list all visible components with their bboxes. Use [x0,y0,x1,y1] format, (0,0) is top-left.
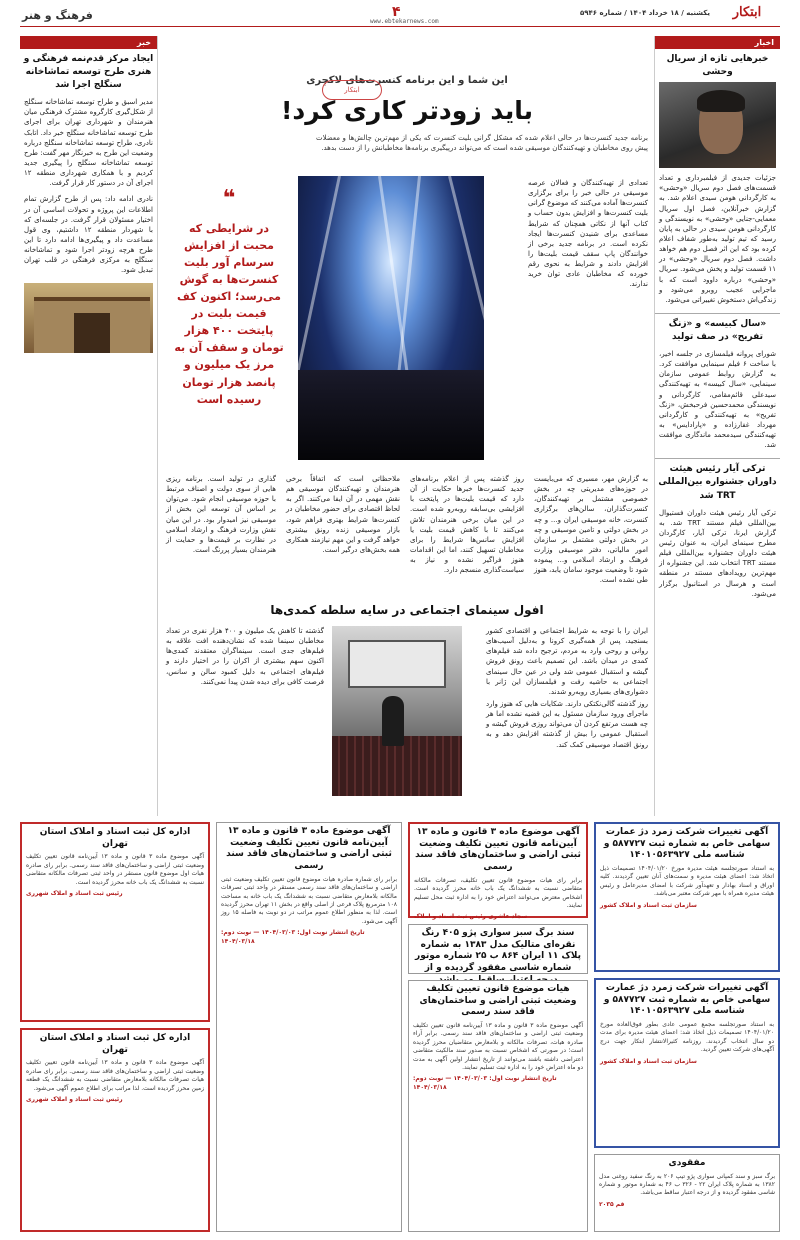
page-number: ۴ [392,4,401,20]
story-col-3: روز گذشته پس از اعلام برنامه‌های جدید کنسرت‌ها خبرها حکایت از آن دارد که قیمت بلیت‌ها در پایتخت با افزایشی بی‌سابقه روبه‌رو شده است. در این میان برخی هنرمندان تلاش می‌کنند تا با کاهش قیمت بلیت یا افزایش سانس‌ها شرایط را برای مخاطبان تسهیل کنند، اما این اقدامات هنوز فراگیر نشده و نیاز به سیاست‌گذاری منسجم دارد. [410,475,524,575]
ad-registry-board[interactable]: هیات موضوع قانون تعیین تکلیف وضعیت ثبتی اراضی و ساختمان‌های فاقد سند رسمی آگهی موضوع ماده ۳ قانون و ماده ۱۳ آیین‌نامه قانون تعیین تکلیف وضعیت ثبتی اراضی و ساختمان‌های فاقد سند رسمی. برابر آراء صادره هیات، تصرفات مالکانه و بلامعارض متقاضیان محرز گردیده است؛ در صورتی که اشخاص نسبت به صدور سند مالکیت متقاضی اعتراضی داشته باشند می‌توانند از تاریخ انتشار اولین آگهی به مدت دو ماه اعتراض خود را به اداره ثبت تسلیم نمایند. تاریخ انتشار نوبت اول: ۱۴۰۴/۰۳/۰۳ — نوبت دوم: ۱۴۰۴/۰۳/۱۸ [408,980,588,1232]
theater-building-photo [24,283,153,353]
story-col-2: به گزارش مهر، مسیری که می‌بایست در حوزه‌های مدیریتی چه در بخش خصوصی مشتمل بر تهیه‌کنندگان، کنسرت‌گذاران، سالن‌های برگزاری کنسرت، خانه موسیقی ایران و... و چه در بخش دولتی و تامین موسیقی و چه در بخش دولتی مشتمل بر سازمان امور مالیاتی، دفتر موسیقی وزارت فرهنگ و ارشاد اسلامی و... پیموده شود تا وضعیت موجود سامان یابد، هنوز طی نشده است. [534,475,648,585]
newspaper-logo: ابتکار [732,5,762,20]
portrait-hair [697,90,745,112]
header-divider [20,26,780,27]
quote-icon: ❝ [222,186,236,211]
story-title-kabise[interactable]: «سال کبیسه» و «زنگ تفریح» در صف تولید [668,318,767,342]
story-col-4: ملاحظاتی است که اتفاقاً برخی هنرمندان و تهیه‌کنندگان موسیقی هم نقش مهمی در آن ایفا می‌کنند. اگر به لحاظ اقتصادی برای حضور مخاطبان در کنسرت‌ها شرایط بهتری فراهم شود، بازار موسیقی زنده رونق بیشتری خواهد گرفت و این مهم نیازمند همکاری همه بخش‌های درگیر است. [286,475,400,554]
person-figure [382,696,404,746]
ad-land-registry-long[interactable]: آگهی موضوع ماده ۳ قانون و ماده ۱۳ آیین‌نامه قانون تعیین تکلیف وضعیت ثبتی اراضی و ساختمان‌های فاقد سند رسمی برابر رای شماره صادره هیات موضوع قانون تعیین تکلیف وضعیت ثبتی اراضی و ساختمان‌های فاقد سند رسمی مستقر در واحد ثبتی تصرفات مالکانه بلامعارض متقاضی نسبت به ششدانگ یک باب خانه به مساحت ۱۰۸ مترمربع پلاک فرعی از اصلی واقع در بخش ۱۱ تهران محرز گردیده است. لذا به منظور اطلاع عموم مراتب در دو نوبت به فاصله ۱۵ روز آگهی می‌شود. تاریخ انتشار نوبت اول: ۱۴۰۴/۰۳/۰۳ — نوبت دوم: ۱۴۰۴/۰۳/۱۸ [216,822,402,1232]
logo-ornament: ابتکار [322,80,382,100]
light-beam [448,176,499,371]
story-body-vahshi: جزئیات جدیدی از فیلمبرداری و تعداد قسمت‌های فصل دوم سریال «وحشی» به کارگردانی هومن سیدی اعلام شد. به گزارش خبرآنلاین، فصل اول سریال معمایی-جنایی «وحشی» به نویسندگی و کارگردانی هومن سیدی در حالی به پایان رسید که تیم تولید به‌طور شفاف اعلام کرده بود که این اثر فصل دوم هم خواهد داشت. فصل دوم سریال «وحشی» در ۱۱ قسمت تولید و پخش می‌شود. سریال «وحشی» درباره داوود است که با ماجرایی عجیب روبرو می‌شود و زندگی‌اش دستخوش تغییراتی می‌شود. [659,174,776,304]
building-door [74,313,110,353]
ads-section [20,822,780,1232]
divider [655,458,780,459]
ad-tehran-registry-2[interactable]: اداره کل ثبت اسناد و املاک استان تهران آگهی موضوع ماده ۳ قانون و ماده ۱۳ آیین‌نامه قانون تعیین تکلیف وضعیت ثبتی اراضی و ساختمان‌های فاقد سند رسمی. برابر رای صادره هیات تصرفات مالکانه بلامعارض متقاضی نسبت به ششدانگ یک قطعه زمین محرز گردیده است. لذا مراتب برای اطلاع عموم آگهی می‌شود. رئیس ثبت اسناد و املاک شهرری [20,1028,210,1232]
cinema-screen [348,640,446,688]
news-column-left [20,36,158,816]
main-story [162,36,652,816]
sangelaj-body-1: مدیر اسبق و طراح توسعه تماشاخانه سنگلج از شکل‌گیری کارگروه مشترک فرهنگی میان هنرمندان و شهرداری تهران برای اجرای طرح توسعه تماشاخانه سنگلج خبر داد. اتابک نادری، طراح توسعه تماشاخانه سنگلج درباره وضعیت این طرح به خبرنگار مهر گفت: طرح توسعه تماشاخانه سنگلج را پیگیری جدید کردیم و با همکاری شهرداری منطقه ۱۲ اجرای آن در دستور کار قرار گرفت. [24,98,153,188]
ad-lost-car[interactable]: مفقودی برگ سبز و سند کمپانی سواری پژو تیپ ۲۰۶ به رنگ سفید روغنی مدل ۱۳۸۲ به شماره پلاک ایران ۲۲ - ۳۲۶ ب ۴۶ به شماره موتور و شماره شاسی مفقود گردیده و از درجه اعتبار ساقط می‌باشد. قم ۲۰۳۵ [594,1154,780,1232]
story-title-vahshi[interactable]: خبرهایی تازه از سریال وحشی [666,54,769,78]
ad-tehran-registry-1[interactable]: اداره کل ثبت اسناد و املاک استان تهران آگهی موضوع ماده ۳ قانون و ماده ۱۳ آیین‌نامه قانون تعیین تکلیف وضعیت ثبتی اراضی و ساختمان‌های فاقد سند رسمی. برابر رای صادره هیات اول موضوع قانون مستقر در واحد ثبتی تصرفات مالکانه متقاضی نسبت به ششدانگ یک باب خانه محرز گردیده است. رئیس ثبت اسناد و املاک شهرری [20,822,210,1022]
news-column-right [654,36,780,816]
ad-lost-peugeot[interactable]: سند برگ سبز سواری پژو ۴۰۵ رنگ نقره‌ای متالیک مدل ۱۳۸۳ به شماره پلاک ۱۱ ایران ۸۶۴ ب ۲۵ شماره موتور شماره شاسی مفقود گردیده و از [408,924,588,974]
story-body-trt: ترکی آیار رئیس هیئت داوران فستیوال بین‌المللی فیلم مستند TRT شد. به گزارش ایرنا، ترکی آیار، کارگردان مطرح سینمای ایران، به عنوان رئیس هیئت داوران جشنواره بین‌المللی فیلم مستند TRT انتخاب شد. این جشنواره از مهم‌ترین رویدادهای مستند در منطقه است و هرسال در استانبول برگزار می‌شود. [659,508,776,598]
light-beam [397,176,421,375]
concert-crowd [298,370,484,460]
cinema-col-2: گذشته تا کاهش یک میلیون و ۴۰۰ هزار نفری در تعداد مخاطبان سینما شده که نشان‌دهنده افت علاقه به فیلم‌های جدی است. سینماگران معتقدند کمدی‌ها اکنون سهم بیشتری از اکران را در اختیار دارند و فیلم‌های اجتماعی به دلیل کمبود سالن و سانس، فرصت کافی برای دیده شدن پیدا نمی‌کنند. [166,627,324,686]
cinema-hall-photo [332,626,462,796]
cinema-headline[interactable]: افول سینمای اجتماعی در سایه سلطه کمدی‌ها [270,603,544,617]
story-body-kabise: شورای پروانه فیلمسازی در جلسه اخیر، با ساخت ۶ فیلم سینمایی موافقت کرد. به گزارش روابط عمومی سازمان سینمایی، «سال کبیسه» به تهیه‌کنندگی سیدعلی قائم‌مقامی، کارگردانی و نویسندگی محمدحسین فرحبخش، «زنگ تفریح» به تهیه‌کنندگی و کارگردانی مهرداد غفارزاده و «پارادایس» به تهیه‌کنندگی سیدمحمد ماندگاری موافقت شد. [659,350,776,450]
light-beam [378,176,409,374]
khabar-bar: خبر [20,36,157,49]
story-kicker: این شما و این برنامه کنسرت‌های لاکچری [306,75,508,86]
site-url[interactable]: www.ebtekarnews.com [370,18,439,25]
story-lead: برنامه جدید کنسرت‌ها در حالی اعلام شده که مشکل گرانی بلیت کنسرت که یکی از مهم‌ترین چالش‌ها و معضلات پیش روی مخاطبان و تهیه‌کنندگان موسیقی شده است که می‌تواند درپیگیری برنامه‌ها مخاطبانش را از دست بدهد. [316,133,648,152]
cinema-col-1: ایران را با توجه به شرایط اجتماعی و اقتصادی کشور بسنجید، پس از همه‌گیری کرونا و به‌دلیل آسیب‌های روانی و روحی وارد به مردم، ترجیح داده شد فیلم‌های کمدی در میدان باشد. این تصمیم باعث رونق فروش گیشه و استقبال عمومی شد ولی در عین حال سینمای اجتماعی به حاشیه رفت و فیلمسازان این ژانر با دشواری‌های بسیاری روبه‌رو شدند. روز گذشته گالی‌نکتکی دارند. شکایات هایی که هنوز وارد ماجرای ورود سازمان مسئول به این قضیه نشده اما هر چه هست مرتفع کردن آن می‌تواند روزی فروش گیشه و استقبال عمومی را بیش از گذشته افزایش دهد و به رونق اقتصاد موسیقی کمک کند. [486,627,648,749]
story-headline[interactable]: باید زودتر کاری کرد! [281,95,533,125]
ad-registry-small[interactable]: آگهی موضوع ماده ۳ قانون و ماده ۱۳ آیین‌نامه قانون تعیین تکلیف وضعیت ثبتی اراضی و ساختمان‌های فاقد سند رسمی برابر رای هیات موضوع قانون تعیین تکلیف، تصرفات مالکانه متقاضی نسبت به ششدانگ یک باب خانه محرز گردیده است. اشخاص معترض می‌توانند اعتراض خود را به اداره ثبت محل تسلیم نمایند. سجاد عاشری رئیس ثبت اسناد و املاک [408,822,588,918]
section-title: فرهنگ و هنر [22,9,93,22]
ad-zomorod-2[interactable]: آگهی تغییرات شرکت زمرد دژ عمارت سهامی خاص به شماره ثبت ۵۸۷۷۲۷ و شناسه ملی ۱۴۰۱۰۵۶۳۹۲۷ به استناد صورتجلسه مجمع عمومی عادی بطور فوق‌العاده مورخ ۱۴۰۴/۰۱/۲۰ تصمیمات ذیل اتخاذ شد: اعضای هیئت مدیره برای مدت دو سال انتخاب گردیدند. روزنامه کثیرالانتشار ابتکار جهت درج آگهی‌های شرکت تعیین گردید. سازمان ثبت اسناد و املاک کشور [594,978,780,1148]
masthead [0,0,800,30]
news-bar: اخبار [655,36,780,49]
sangelaj-title[interactable]: ایجاد مرکز قدم‌نمه فرهنگی و هنری طرح توسعه تماشاخانه سنگلج اجرا شد [23,54,154,91]
story-title-trt[interactable]: ترکی آیار رئیس هیئت داوران جشنواره بین‌المللی TRT شد [658,464,777,501]
dateline: یکشنبه / ۱۸ خرداد ۱۴۰۴ / شماره ۵۹۴۶ [579,9,710,17]
ad-zomorod-1[interactable]: آگهی تغییرات شرکت زمرد دژ عمارت سهامی خاص به شماره ثبت ۵۸۷۷۲۷ و شناسه ملی ۱۴۰۱۰۵۶۳۹۲۷ به استناد صورتجلسه هیئت مدیره مورخ ۱۴۰۴/۰۱/۲۰ تصمیمات ذیل اتخاذ شد: اعضای هیئت مدیره و سمت‌های آنان تعیین گردیدند. کلیه اوراق و اسناد بهادار و تعهدآور شرکت با امضای مدیرعامل و رئیس هیئت مدیره همراه با مهر شرکت معتبر می‌باشد. سازمان ثبت اسناد و املاک کشور [594,822,780,972]
sangelaj-body-2: نادری ادامه داد: پس از طرح گزارش تمام اطلاعات این پروژه و تحولات اساسی آن در اختیار مسئولان قرار گرفت. در جلسه‌ای که با شهردار منطقه ۱۲ داشتیم، وی قول مساعدت داد و پیگیری‌ها ادامه دارد تا این طرح هرچه زودتر اجرا شود و تماشاخانه سنگلج به مرکزی فرهنگی در قلب تهران تبدیل شود. [24,195,153,275]
actor-portrait [659,82,776,168]
pull-quote: ❝ در شرایطی که محبت از افزایش سرسام آور بلیت کنسرت‌ها به گوش می‌رسد؛ اکنون کف قیمت بلیت در پایتخت ۴۰۰ هزار تومان و سقف آن به مرز یک میلیون و پانصد هزار تومان رسیده است [166,176,292,460]
story-col-1: تعدادی از تهیه‌کنندگان و فعالان عرصه موسیقی در حالی خبر را برای برگزاری کنسرت‌ها آماده می‌کنند که موضوع گرانی بلیت کنسرت‌ها و افزایش بدون حساب و کتاب آنها از نکاتی همچنان که شرایط مساعدی برای شنیدن کنسرت‌ها ایجاد نکرده است. در برنامه جدید برخی از خوانندگان پاپ سقف قیمت بلیت‌ها را افزایش دادند و شرایط به نحوی رقم خورده که مخاطبان عادی توان خرید ندارند. [528,179,648,289]
divider [655,313,780,314]
concert-photo [298,176,484,460]
light-beam [296,176,341,372]
story-col-5: گذاری در تولید است. برنامه ریزی هایی از سوی دولت و اصناف مرتبط با حوزه موسیقی انجام شود. می‌توان بر اساس آن توسعه این بخش از موسیقی نیز امیدوار بود. در این میان نقش وزارت فرهنگ و ارشاد اسلامی در نظارت بر قیمت‌ها و حمایت از هنرمندان بسیار پررنگ است. [166,475,276,554]
